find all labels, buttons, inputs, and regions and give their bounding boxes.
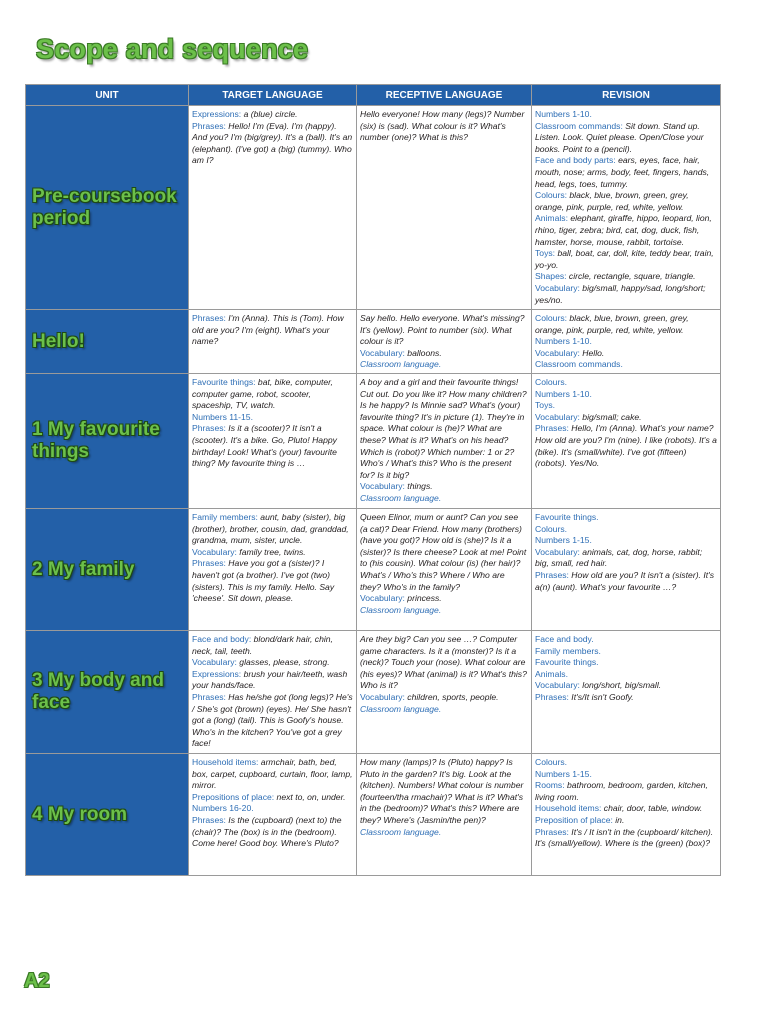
cell-entry xyxy=(535,283,706,305)
cell-entry xyxy=(535,121,704,154)
cell-entry xyxy=(535,336,592,346)
cell-entry xyxy=(535,547,702,569)
entry-key: Vocabulary: xyxy=(360,481,405,492)
cell-entry xyxy=(192,792,346,802)
entry-key: Numbers 1-10. xyxy=(535,336,592,347)
cell-entry xyxy=(192,313,344,346)
entry-text: animals, cat, dog, horse, rabbit; big, small, red hair. xyxy=(535,546,703,569)
entry-label: Classroom language. xyxy=(360,492,442,503)
cell-entry xyxy=(535,423,717,468)
entry-text: Has he/she got (long legs)? He's / She's got (brown) (eyes). He/ She hasn't got a (long) (tail). This is Goofy's house. Who's in the kitchen? You've got a grey face! xyxy=(192,691,353,749)
entry-text: balloons. xyxy=(404,347,442,358)
entry-key: Phrases: xyxy=(192,558,226,569)
unit-title: 3 My body and face xyxy=(32,670,164,713)
receptive-cell xyxy=(357,106,532,310)
cell-entry xyxy=(192,634,333,656)
entry-text: Is it a (scooter)? It isn't a (scooter). It's a bike. Go, Pluto! Happy birthday! Look! What's (your) favourite thing? My favourite thing is … xyxy=(192,423,337,469)
entry-text: Hello, I'm (Anna). What's your name? How old are you? I'm (nine). I like (robots). It's a (bike). It's (small/white). I've got (fifteen) (robots). Yes/No. xyxy=(535,423,717,469)
cell-entry xyxy=(535,524,567,534)
unit-title: 2 My family xyxy=(32,558,135,580)
entry-text: brush your hair/teeth, wash your hands/face. xyxy=(192,668,348,691)
entry-key: Toys: xyxy=(535,248,556,259)
unit-cell xyxy=(26,310,189,374)
cell-entry xyxy=(192,423,337,468)
header-unit: UNIT xyxy=(26,85,189,106)
cell-entry xyxy=(360,377,527,480)
entry-text: Hello! I'm (Eva). I'm (happy). And you? I'm (big/grey). It's a (ball). It's an (elephant). (I've got) a (big) (tummy). Who am I? xyxy=(192,120,353,166)
cell-entry xyxy=(192,669,347,691)
entry-text: circle, rectangle, square, triangle. xyxy=(566,271,696,282)
entry-text: Say hello. Hello everyone. What's missing? It's (yellow). Point to number (six). What colour is it? xyxy=(360,313,525,347)
target-cell xyxy=(189,374,357,509)
entry-key: Household items: xyxy=(535,803,602,814)
receptive-cell xyxy=(357,754,532,876)
scope-table xyxy=(25,84,721,876)
entry-key: Phrases: xyxy=(192,313,226,323)
entry-key: Vocabulary: xyxy=(535,347,580,358)
cell-entry xyxy=(360,313,525,346)
entry-text: How many (lamps)? Is (Pluto) happy? Is Pluto in the garden? It's big. Look at the (kitchen). Numbers! What colour is number (fourteen/tha rmachair)? What is it? What's in the (bedroom)? What's this? Where are they? Where's (Jasmin/the pen)? xyxy=(360,757,524,825)
cell-entry xyxy=(535,803,702,813)
table-row xyxy=(26,106,721,310)
receptive-cell xyxy=(357,631,532,754)
cell-entry xyxy=(535,512,599,522)
entry-key: Numbers 11-15. xyxy=(192,411,253,422)
entry-label: Classroom language. xyxy=(360,703,442,714)
cell-entry xyxy=(535,769,592,779)
entry-key: Favourite things. xyxy=(535,512,599,522)
entry-text: children, sports, people. xyxy=(404,691,499,702)
entry-text: chair, door, table, window. xyxy=(601,803,703,814)
entry-text: princess. xyxy=(404,593,442,604)
table-row xyxy=(26,754,721,876)
entry-text: family tree, twins. xyxy=(236,546,306,557)
cell-entry xyxy=(192,512,349,545)
entry-key: Toys. xyxy=(535,400,556,411)
entry-key: Colours: xyxy=(535,190,567,201)
entry-key: Vocabulary: xyxy=(535,411,580,422)
entry-key: Numbers 1-10. xyxy=(535,109,592,119)
entry-text: Hello. xyxy=(579,347,605,358)
cell-entry xyxy=(192,657,330,667)
entry-text: things. xyxy=(404,481,433,492)
cell-entry xyxy=(192,377,333,410)
unit-cell xyxy=(26,106,189,310)
entry-key: Animals. xyxy=(535,668,568,679)
cell-entry xyxy=(192,803,254,813)
cell-entry xyxy=(535,692,634,702)
entry-key: Household items: xyxy=(192,757,259,767)
entry-key: Colours: xyxy=(535,313,567,323)
cell-entry xyxy=(192,558,334,603)
cell-entry xyxy=(535,359,623,369)
revision-cell xyxy=(532,106,721,310)
cell-entry xyxy=(360,493,441,503)
cell-entry xyxy=(535,248,714,270)
cell-entry xyxy=(360,348,442,358)
cell-entry xyxy=(535,669,568,679)
cell-entry xyxy=(360,704,441,714)
header-receptive-language: RECEPTIVE LANGUAGE xyxy=(357,85,532,106)
entry-text: in. xyxy=(612,814,625,825)
cell-entry xyxy=(535,389,592,399)
entry-key: Phrases: xyxy=(192,691,226,702)
entry-text: I'm (Anna). This is (Tom). How old are you? I'm (eight). What's your name? xyxy=(192,313,344,347)
entry-key: Shapes: xyxy=(535,271,567,282)
entry-text: How old are you? It isn't a (sister). It's a(n) (aunt). What's your favourite …? xyxy=(535,569,715,592)
entry-text: black, blue, brown, green, grey, orange, pink, purple, red, white, yellow. xyxy=(535,190,689,212)
entry-key: Colours. xyxy=(535,757,567,767)
entry-key: Family members: xyxy=(192,512,258,522)
unit-cell xyxy=(26,631,189,754)
cell-entry xyxy=(535,400,555,410)
entry-label: Classroom language. xyxy=(360,359,442,370)
revision-cell xyxy=(532,509,721,631)
entry-key: Face and body: xyxy=(192,634,252,644)
cell-entry xyxy=(192,757,353,790)
entry-text: A boy and a girl and their favourite things! Cut out. Do you like it? How many children? Is he happy? Is Minnie sad? What's (your) favourite thing? It's in picture (1). They're in space. What colour is (he)? What are these? What is it? What's on his head? Which is (robot)? Which number: 1 or 2? Who's / What's this? Who is the present for? Is it big? xyxy=(360,377,527,480)
receptive-cell xyxy=(357,374,532,509)
entry-text: bathroom, bedroom, garden, kitchen, living room. xyxy=(535,780,708,802)
table-row xyxy=(26,310,721,374)
entry-text: bat, bike, computer, computer game, robot, scooter, spaceship, TV, watch. xyxy=(192,377,333,411)
revision-cell xyxy=(532,754,721,876)
entry-key: Vocabulary: xyxy=(360,593,405,604)
table-row xyxy=(26,374,721,509)
entry-key: Vocabulary: xyxy=(192,657,237,668)
cell-entry xyxy=(192,412,253,422)
entry-key: Rooms: xyxy=(535,780,565,791)
entry-text: next to, on, under. xyxy=(274,791,346,802)
unit-title: 1 My favourite things xyxy=(32,419,160,462)
entry-key: Phrases: xyxy=(535,423,569,434)
entry-key: Expressions: xyxy=(192,109,242,119)
entry-key: Phrases: xyxy=(192,120,226,131)
unit-title: 4 My room xyxy=(32,803,128,825)
entry-key: Numbers 1-15. xyxy=(535,768,592,779)
entry-key: Prepositions of place: xyxy=(192,791,275,802)
cell-entry xyxy=(535,680,661,690)
entry-text: Queen Elinor, mum or aunt? Can you see (a cat)? Dear Friend. How many (brothers) (have you got)? How old is (she)? Is it a (sister)? Is there cheese? Look at me! Point to (his cousin). What colour (is) (her hair)? What's / Who's this? Where / Who are they? Who's in the family? xyxy=(360,512,527,592)
cell-entry xyxy=(192,109,298,119)
entry-text: Have you got a (sister)? I haven't got (a brother). I've got (two) (sisters). This is my family. Hello. Say 'cheese'. Sit down, please. xyxy=(192,558,335,604)
unit-title: Pre-coursebook period xyxy=(32,185,177,229)
cell-entry xyxy=(360,757,523,825)
cell-entry xyxy=(360,605,441,615)
cell-entry xyxy=(360,692,499,702)
cell-entry xyxy=(360,359,441,369)
cell-entry xyxy=(535,827,713,849)
cell-entry xyxy=(192,547,306,557)
entry-key: Preposition of place: xyxy=(535,814,613,825)
cell-entry xyxy=(360,827,441,837)
cell-entry xyxy=(535,213,712,246)
entry-key: Numbers 1-15. xyxy=(535,535,592,546)
entry-key: Phrases: xyxy=(192,814,226,825)
cell-entry xyxy=(535,377,567,387)
cell-entry xyxy=(535,348,604,358)
entry-key: Favourite things: xyxy=(192,377,256,387)
target-cell xyxy=(189,509,357,631)
entry-text: Sit down. Stand up. Listen. Look. Quiet please. Open/Close your books. Point to a (pencil). xyxy=(535,120,704,154)
header-target-language: TARGET LANGUAGE xyxy=(189,85,357,106)
target-cell xyxy=(189,106,357,310)
entry-key: Colours. xyxy=(535,523,567,534)
revision-cell xyxy=(532,374,721,509)
cell-entry xyxy=(535,412,642,422)
entry-text: elephant, giraffe, hippo, leopard, lion, rhino, tiger, zebra; bird, cat, dog, duck, fish, hamster, horse, mouse, rabbit, tortoise. xyxy=(535,213,712,247)
page-title: Scope and sequence xyxy=(36,34,309,64)
cell-entry xyxy=(535,634,594,644)
receptive-cell xyxy=(357,509,532,631)
cell-entry xyxy=(535,190,689,212)
table-row xyxy=(26,509,721,631)
entry-text: long/short, big/small. xyxy=(579,680,662,691)
cell-entry xyxy=(192,815,342,848)
entry-key: Animals: xyxy=(535,213,568,224)
cell-entry xyxy=(535,271,696,281)
entry-label: Classroom language. xyxy=(360,826,442,837)
revision-cell xyxy=(532,310,721,374)
cell-entry xyxy=(535,815,624,825)
entry-key: Vocabulary: xyxy=(535,282,580,293)
entry-text: big/small, happy/sad, long/short; yes/no. xyxy=(535,282,706,305)
entry-text: Is the (cupboard) (next to) the (chair)? The (box) is in the (bedroom). Come here! Good boy. Where's Pluto? xyxy=(192,814,342,849)
entry-key: Phrases: xyxy=(192,423,226,434)
cell-entry xyxy=(192,121,352,166)
cell-entry xyxy=(535,313,689,335)
cell-entry xyxy=(535,109,592,119)
table-row xyxy=(26,631,721,754)
page-number: A2 xyxy=(24,970,50,992)
entry-text: It's / It isn't in the (cupboard/ kitchen). It's (small/yellow). Where is the (green) (box)? xyxy=(535,826,714,849)
cell-entry xyxy=(535,757,567,767)
entry-text: ears, eyes, face, hair, mouth, nose; arms, body, feet, fingers, hands, head, legs, toes, tummy. xyxy=(535,155,710,189)
entry-key: Vocabulary: xyxy=(360,347,405,358)
cell-entry xyxy=(360,593,442,603)
entry-key: Vocabulary: xyxy=(360,691,405,702)
receptive-cell xyxy=(357,310,532,374)
entry-key: Vocabulary: xyxy=(192,546,237,557)
entry-label: Classroom language. xyxy=(360,604,442,615)
entry-key: Expressions: xyxy=(192,668,242,679)
entry-key: Numbers 1-10. xyxy=(535,388,592,399)
cell-entry xyxy=(360,634,527,690)
entry-text: black, blue, brown, green, grey, orange, pink, purple, red, white, yellow. xyxy=(535,313,689,335)
entry-key: Face and body. xyxy=(535,634,594,644)
entry-key: Phrases: xyxy=(535,569,569,580)
entry-text: ball, boat, car, doll, kite, teddy bear, train, yo-yo. xyxy=(535,248,714,270)
entry-key: Classroom commands: xyxy=(535,120,623,131)
unit-title: Hello! xyxy=(32,330,85,352)
entry-key: Vocabulary: xyxy=(535,546,580,557)
cell-entry xyxy=(535,155,709,188)
cell-entry xyxy=(535,657,599,667)
cell-entry xyxy=(360,481,433,491)
entry-key: Vocabulary: xyxy=(535,680,580,691)
cell-entry xyxy=(360,512,526,592)
cell-entry xyxy=(535,646,601,656)
entry-text: Are they big? Can you see …? Computer game characters. Is it a (monster)? Is it a (neck)? Touch your (nose). What colour are (his eyes)? What (animal) is it? What's this? Who is it? xyxy=(360,634,527,691)
entry-key: Phrases: xyxy=(535,826,569,837)
revision-cell xyxy=(532,631,721,754)
target-cell xyxy=(189,754,357,876)
cell-entry xyxy=(535,570,714,592)
header-row xyxy=(26,85,721,106)
target-cell xyxy=(189,631,357,754)
entry-text: big/small; cake. xyxy=(579,411,642,422)
entry-key: Classroom commands. xyxy=(535,359,623,370)
unit-cell xyxy=(26,509,189,631)
entry-text: blond/dark hair, chin, neck, tail, teeth. xyxy=(192,634,333,656)
entry-text: glasses, please, strong. xyxy=(236,657,330,668)
unit-cell xyxy=(26,374,189,509)
entry-text: It's/It isn't Goofy. xyxy=(568,691,634,702)
cell-entry xyxy=(535,780,708,802)
cell-entry xyxy=(192,692,353,748)
entry-key: Face and body parts: xyxy=(535,155,616,166)
target-cell xyxy=(189,310,357,374)
cell-entry xyxy=(360,109,524,142)
unit-cell xyxy=(26,754,189,876)
entry-key: Phrases: xyxy=(535,691,569,702)
entry-text: aunt, baby (sister), big (brother), brother, cousin, dad, granddad, grandma, mum, sister, uncle. xyxy=(192,512,349,546)
entry-text: Hello everyone! How many (legs)? Number (six) is (sad). What colour is it? What's number (one)? What is this? xyxy=(360,109,525,143)
entry-text: armchair, bath, bed, box, carpet, cupboard, curtain, floor, lamp, mirror. xyxy=(192,757,353,791)
entry-key: Favourite things. xyxy=(535,657,599,668)
entry-key: Numbers 16-20. xyxy=(192,803,254,814)
cell-entry xyxy=(535,535,592,545)
header-revision: REVISION xyxy=(532,85,721,106)
entry-key: Colours. xyxy=(535,377,567,387)
entry-key: Family members. xyxy=(535,645,601,656)
entry-text: a (blue) circle. xyxy=(241,109,298,119)
